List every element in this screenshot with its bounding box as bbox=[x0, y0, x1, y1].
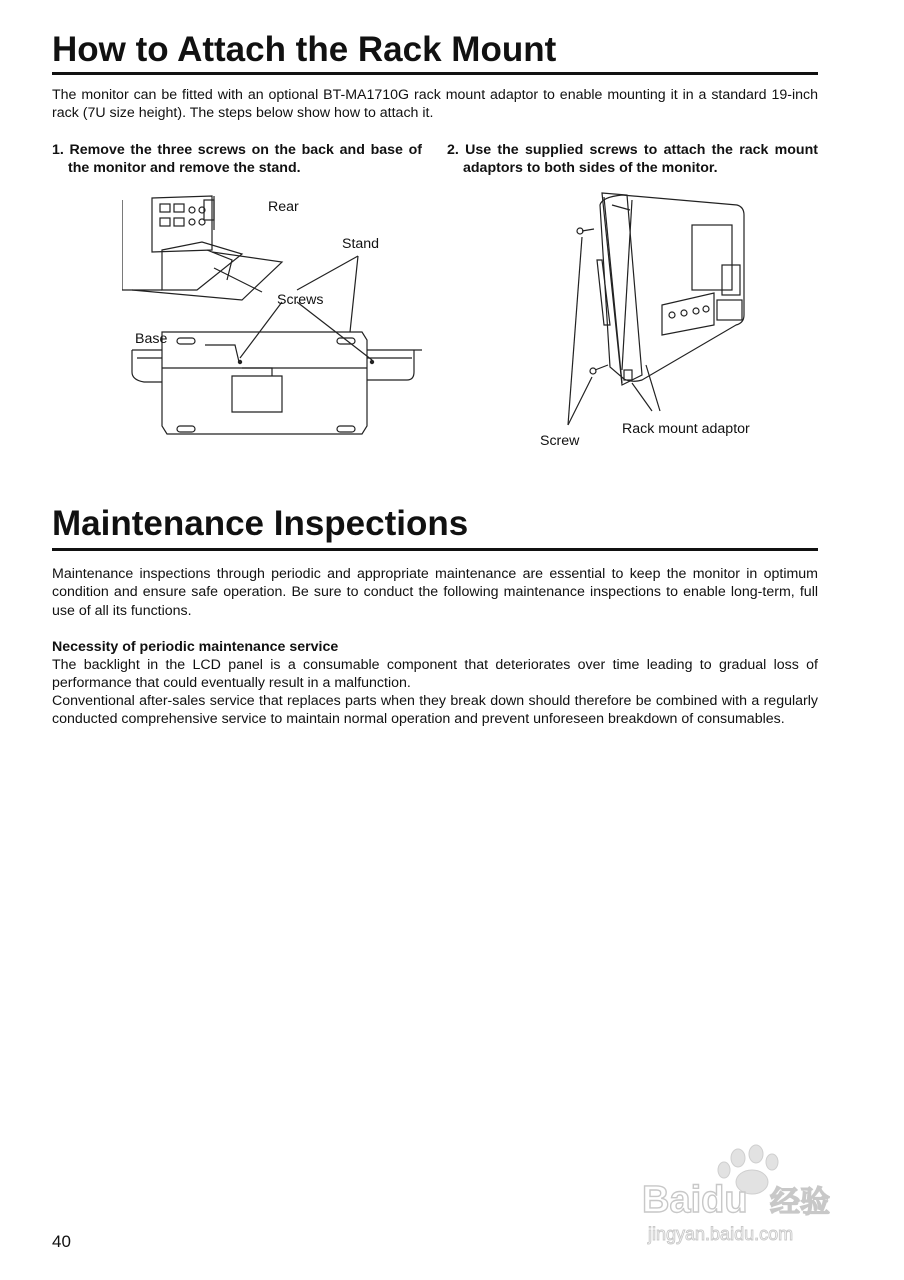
page-number: 40 bbox=[52, 1232, 71, 1251]
label-rack-mount-adaptor: Rack mount adaptor bbox=[622, 421, 750, 437]
label-stand: Stand bbox=[342, 236, 380, 252]
maintenance-subheading: Necessity of periodic maintenance service bbox=[52, 639, 339, 655]
maintenance-paragraph-1: The backlight in the LCD panel is a consumable component that deteriorates over time leading to gradual loss of performance that could eventually result in a malfunction. bbox=[52, 657, 818, 692]
maintenance-intro: Maintenance inspections through periodic and appropriate maintenance are essential to keep the monitor in optimum condition and ensure safe operation. Be sure to conduct the following maintenance inspections to enable long-term, full use of all its functions. bbox=[52, 566, 818, 619]
step-2-label: 2. Use the supplied screws to attach the rack mount adaptors to both sides of the monitor. bbox=[447, 142, 818, 177]
label-rear: Rear bbox=[268, 199, 299, 215]
figure-remove-stand bbox=[122, 190, 452, 450]
figure-attach-adaptor bbox=[482, 185, 782, 455]
label-screw: Screw bbox=[540, 433, 580, 449]
label-screws: Screws bbox=[277, 292, 324, 308]
heading-rule bbox=[52, 72, 818, 75]
baidu-watermark-logo bbox=[640, 1140, 860, 1250]
rack-mount-heading: How to Attach the Rack Mount bbox=[52, 30, 557, 69]
section-title-rack-mount bbox=[52, 30, 556, 70]
heading-rule-2 bbox=[52, 548, 818, 551]
watermark-url: jingyan.baidu.com bbox=[648, 1224, 794, 1244]
rack-mount-intro: The monitor can be fitted with an optional BT-MA1710G rack mount adaptor to enable mounting it in a standard 19-inch rack (7U size height). The steps below show how to attach it. bbox=[52, 87, 818, 122]
watermark-brand: Baidu bbox=[642, 1179, 748, 1221]
watermark-cn: 经验 bbox=[770, 1185, 830, 1220]
label-base: Base bbox=[135, 331, 168, 347]
maintenance-paragraph-2: Conventional after-sales service that replaces parts when they break down should therefore be combined with a regularly conducted comprehensive service to maintain normal operation and prevent unforeseen breakdown of consumables. bbox=[52, 693, 818, 728]
step-1-text bbox=[52, 141, 422, 178]
section-title-maintenance bbox=[52, 504, 468, 544]
maintenance-heading: Maintenance Inspections bbox=[52, 504, 469, 543]
step-2-text bbox=[447, 141, 818, 178]
step-1-label: 1. Remove the three screws on the back and base of the monitor and remove the stand. bbox=[52, 142, 422, 177]
